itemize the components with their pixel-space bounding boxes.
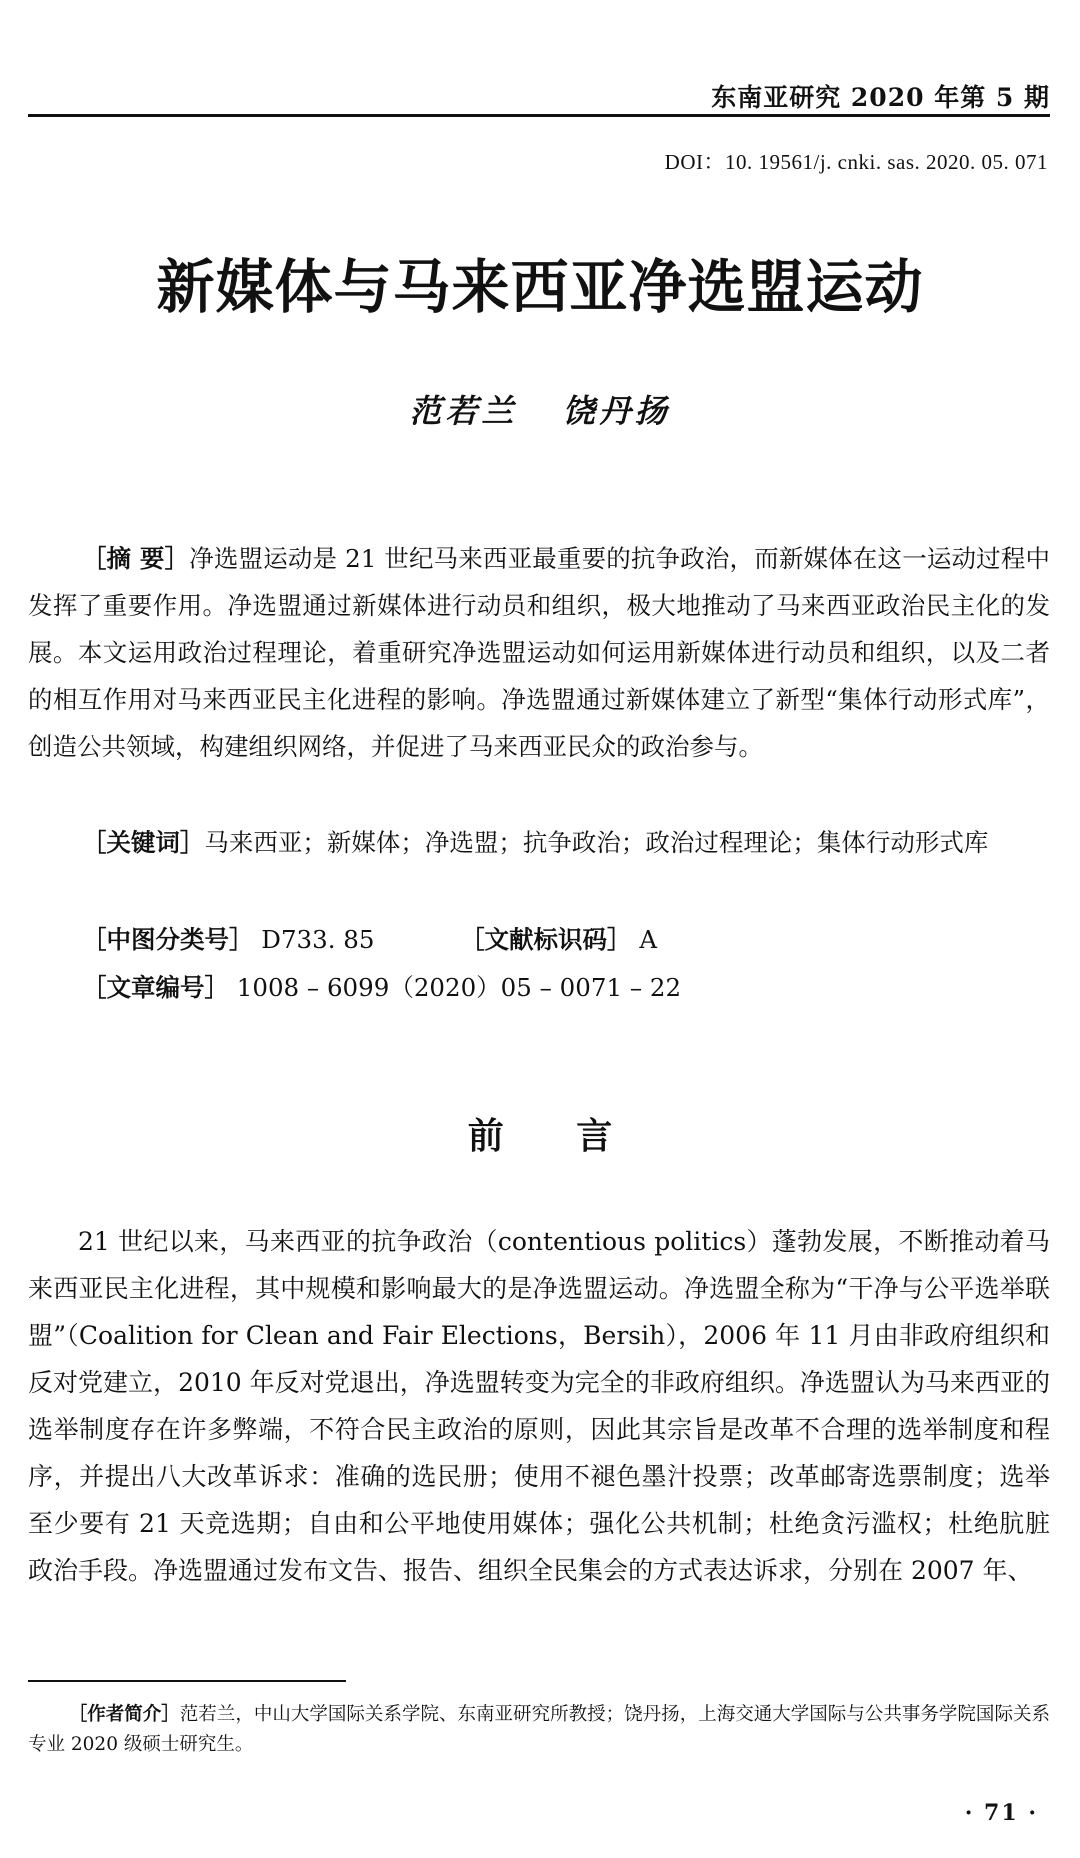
footnote-text: 范若兰，中山大学国际关系学院、东南亚研究所教授；饶丹扬，上海交通大学国际与公共事务学院国际关系专业 2020 级硕士研究生。	[28, 1704, 1050, 1755]
article-title: 新媒体与马来西亚净选盟运动	[156, 253, 924, 321]
author-footnote	[28, 1700, 1050, 1760]
footnote-label: ［作者简介］	[68, 1704, 180, 1725]
article-number-line	[82, 964, 681, 1011]
page-number: · 71 ·	[964, 1800, 1038, 1826]
article-number-value: 1008 – 6099（2020）05 – 0071 – 22	[236, 973, 682, 1002]
keywords-label: ［关键词］	[81, 828, 205, 857]
classification-line	[82, 916, 657, 963]
keywords	[28, 819, 1050, 866]
running-header	[28, 70, 1050, 114]
keywords-text: 马来西亚；新媒体；净选盟；抗争政治；政治过程理论；集体行动形式库	[204, 828, 989, 857]
section-heading: 前 言	[467, 1115, 643, 1157]
doc-code-value: A	[639, 925, 658, 954]
doc-code-label: ［文献标识码］	[460, 925, 632, 954]
clc-value: D733. 85	[261, 925, 375, 954]
body-paragraph: 21 世纪以来，马来西亚的抗争政治（contentious politics）蓬勃发展，不断推动着马来西亚民主化进程，其中规模和影响最大的是净选盟运动。净选盟全称为“干净与公平选举联盟”（Coalition for Clean and Fair Elections，Bersih），2006 年 11 月由非政府组织和反对党建立，2010 年反对党退出，净选盟转变为完全的非政府组织。净选盟认为马来西亚的选举制度存在许多弊端，不符合民主政治的原则，因此其宗旨是改革不合理的选举制度和程序，并提出八大改革诉求：准确的选民册；使用不褪色墨汁投票；改革邮寄选票制度；选举至少要有 21 天竞选期；自由和公平地使用媒体；强化公共机制；杜绝贪污滥权；杜绝肮脏政治手段。净选盟通过发布文告、报告、组织全民集会的方式表达诉求，分别在 2007 年、	[28, 1227, 1050, 1585]
footnote-rule	[28, 1680, 346, 1682]
clc-label: ［中图分类号］	[82, 925, 254, 954]
abstract	[28, 535, 1050, 770]
abstract-text: 净选盟运动是 21 世纪马来西亚最重要的抗争政治，而新媒体在这一运动过程中发挥了重要作用。净选盟通过新媒体进行动员和组织，极大地推动了马来西亚政治民主化的发展。本文运用政治过程理论，着重研究净选盟运动如何运用新媒体进行动员和组织，以及二者的相互作用对马来西亚民主化进程的影响。净选盟通过新媒体建立了新型“集体行动形式库”，创造公共领域，构建组织网络，并促进了马来西亚民众的政治参与。	[28, 544, 1050, 761]
abstract-label: ［摘 要］	[81, 544, 190, 573]
header-rule	[28, 114, 1050, 117]
authors: 范若兰 饶丹扬	[409, 392, 671, 430]
article-number-label: ［文章编号］	[82, 973, 229, 1002]
journal-issue: 东南亚研究 2020 年第 5 期	[711, 83, 1050, 112]
doi: DOI：10. 19561/j. cnki. sas. 2020. 05. 071	[664, 150, 1048, 174]
